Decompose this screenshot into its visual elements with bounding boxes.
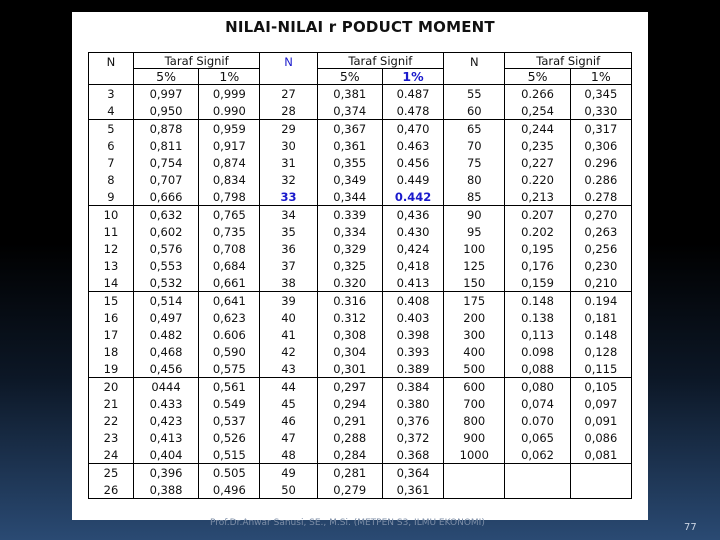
- five-percent-cell: 0,423: [133, 412, 198, 429]
- five-percent-cell: 0,301: [317, 360, 382, 378]
- taraf-signif-header: Taraf Signif: [317, 53, 444, 69]
- footer-credit: Prof.Dr.Anwar Sanusi, SE., M.Si. (METPEN S3, ILMU EKONOMI): [210, 518, 485, 528]
- one-percent-cell: 0,735: [199, 223, 260, 240]
- one-percent-cell: 0,361: [382, 481, 443, 499]
- n-cell: 31: [260, 154, 317, 171]
- page-number: 77: [684, 522, 697, 533]
- five-percent-cell: 0,396: [133, 464, 198, 482]
- one-percent-cell: 0,590: [199, 343, 260, 360]
- n-cell: 48: [260, 446, 317, 464]
- five-percent-cell: 0.320: [317, 274, 382, 292]
- five-percent-cell: 0,632: [133, 206, 198, 224]
- one-percent-cell: 0,834: [199, 171, 260, 188]
- five-percent-cell: 0,281: [317, 464, 382, 482]
- five-percent-cell: 0.339: [317, 206, 382, 224]
- five-percent-cell: 0,374: [317, 102, 382, 120]
- n-cell: 500: [444, 360, 505, 378]
- one-percent-cell: 0,708: [199, 240, 260, 257]
- one-percent-cell: 0,270: [570, 206, 631, 224]
- one-percent-cell: 0.430: [382, 223, 443, 240]
- n-cell: 15: [89, 292, 134, 310]
- n-cell: 37: [260, 257, 317, 274]
- table-title: NILAI-NILAI r PODUCT MOMENT: [225, 18, 495, 36]
- one-percent-cell: 0,917: [199, 137, 260, 154]
- five-percent-cell: 0,602: [133, 223, 198, 240]
- five-percent-cell: 0,707: [133, 171, 198, 188]
- one-percent-cell: 0.393: [382, 343, 443, 360]
- five-percent-cell: 0.138: [505, 309, 570, 326]
- n-cell: 44: [260, 378, 317, 396]
- one-percent-cell: 0,798: [199, 188, 260, 206]
- one-percent-cell: 0.384: [382, 378, 443, 396]
- five-percent-cell: 0,754: [133, 154, 198, 171]
- one-percent-cell: 0,181: [570, 309, 631, 326]
- n-cell: 24: [89, 446, 134, 464]
- five-percent-cell: 0,349: [317, 171, 382, 188]
- n-cell: 175: [444, 292, 505, 310]
- n-cell: 4: [89, 102, 134, 120]
- five-percent-cell: 0,288: [317, 429, 382, 446]
- five-percent-cell: 0,361: [317, 137, 382, 154]
- n-cell: [444, 481, 505, 499]
- n-cell: 41: [260, 326, 317, 343]
- five-percent-cell: 0,367: [317, 120, 382, 138]
- n-cell: 11: [89, 223, 134, 240]
- five-percent-cell: 0,388: [133, 481, 198, 499]
- one-percent-cell: 0.442: [382, 188, 443, 206]
- table-body: [89, 85, 632, 499]
- five-percent-cell: 0,514: [133, 292, 198, 310]
- n-cell: 3: [89, 85, 134, 103]
- five-percent-cell: 0,213: [505, 188, 570, 206]
- five-percent-cell: 0.482: [133, 326, 198, 343]
- n-cell: 39: [260, 292, 317, 310]
- one-percent-cell: 0,623: [199, 309, 260, 326]
- five-percent-cell: 0.316: [317, 292, 382, 310]
- table-row: [89, 343, 632, 360]
- five-percent-cell: 0.098: [505, 343, 570, 360]
- five-percent-cell: 0,195: [505, 240, 570, 257]
- five-percent-cell: 0,227: [505, 154, 570, 171]
- r-product-moment-table: [88, 52, 632, 499]
- table-row: [89, 326, 632, 343]
- n-cell: 19: [89, 360, 134, 378]
- one-percent-cell: 0,306: [570, 137, 631, 154]
- n-cell: 23: [89, 429, 134, 446]
- one-percent-cell: 0,470: [382, 120, 443, 138]
- n-cell: 34: [260, 206, 317, 224]
- one-percent-cell: 0.286: [570, 171, 631, 188]
- one-percent-cell: 0.549: [199, 395, 260, 412]
- n-cell: 10: [89, 206, 134, 224]
- one-percent-header: 1%: [382, 69, 443, 85]
- one-percent-cell: 0,105: [570, 378, 631, 396]
- five-percent-cell: 0,456: [133, 360, 198, 378]
- n-cell: 14: [89, 274, 134, 292]
- n-cell: 7: [89, 154, 134, 171]
- one-percent-cell: 0,376: [382, 412, 443, 429]
- n-cell: 70: [444, 137, 505, 154]
- five-percent-cell: 0,279: [317, 481, 382, 499]
- five-percent-cell: 0.433: [133, 395, 198, 412]
- five-percent-cell: 0.312: [317, 309, 382, 326]
- table-row: [89, 85, 632, 103]
- five-percent-cell: 0.220: [505, 171, 570, 188]
- five-percent-cell: 0,381: [317, 85, 382, 103]
- five-percent-cell: 0,294: [317, 395, 382, 412]
- one-percent-cell: 0,128: [570, 343, 631, 360]
- five-percent-cell: 0.202: [505, 223, 570, 240]
- five-percent-header: 5%: [505, 69, 570, 85]
- five-percent-cell: 0,576: [133, 240, 198, 257]
- n-cell: 125: [444, 257, 505, 274]
- n-cell: 26: [89, 481, 134, 499]
- one-percent-cell: 0.990: [199, 102, 260, 120]
- five-percent-header: 5%: [133, 69, 198, 85]
- five-percent-cell: 0,308: [317, 326, 382, 343]
- one-percent-cell: 0,364: [382, 464, 443, 482]
- one-percent-cell: 0,263: [570, 223, 631, 240]
- n-cell: 29: [260, 120, 317, 138]
- n-cell: [444, 464, 505, 482]
- one-percent-header: 1%: [570, 69, 631, 85]
- table-row: [89, 102, 632, 120]
- five-percent-cell: 0,080: [505, 378, 570, 396]
- one-percent-cell: 0.408: [382, 292, 443, 310]
- one-percent-cell: [570, 481, 631, 499]
- five-percent-cell: 0,666: [133, 188, 198, 206]
- table-container: [88, 52, 632, 499]
- one-percent-cell: 0.148: [570, 326, 631, 343]
- n-cell: 22: [89, 412, 134, 429]
- table-row: [89, 240, 632, 257]
- table-row: [89, 309, 632, 326]
- five-percent-cell: [505, 481, 570, 499]
- one-percent-cell: 0,345: [570, 85, 631, 103]
- one-percent-cell: 0,959: [199, 120, 260, 138]
- one-percent-cell: 0.296: [570, 154, 631, 171]
- n-cell: 80: [444, 171, 505, 188]
- table-row: [89, 137, 632, 154]
- one-percent-cell: 0.278: [570, 188, 631, 206]
- five-percent-cell: 0.148: [505, 292, 570, 310]
- one-percent-cell: 0,561: [199, 378, 260, 396]
- one-percent-cell: 0,515: [199, 446, 260, 464]
- five-percent-cell: 0,062: [505, 446, 570, 464]
- taraf-signif-header: Taraf Signif: [133, 53, 260, 69]
- n-cell: 90: [444, 206, 505, 224]
- five-percent-header: 5%: [317, 69, 382, 85]
- n-cell: 33: [260, 188, 317, 206]
- one-percent-cell: 0,115: [570, 360, 631, 378]
- n-cell: 16: [89, 309, 134, 326]
- five-percent-cell: 0,254: [505, 102, 570, 120]
- five-percent-cell: 0,553: [133, 257, 198, 274]
- n-cell: 25: [89, 464, 134, 482]
- table-row: [89, 188, 632, 206]
- table-row: [89, 412, 632, 429]
- table-row: [89, 120, 632, 138]
- n-cell: 400: [444, 343, 505, 360]
- one-percent-cell: 0,575: [199, 360, 260, 378]
- five-percent-cell: 0,413: [133, 429, 198, 446]
- five-percent-cell: 0,176: [505, 257, 570, 274]
- five-percent-cell: 0,811: [133, 137, 198, 154]
- n-cell: 49: [260, 464, 317, 482]
- n-cell: 13: [89, 257, 134, 274]
- five-percent-cell: 0,532: [133, 274, 198, 292]
- five-percent-cell: 0.266: [505, 85, 570, 103]
- n-cell: 60: [444, 102, 505, 120]
- n-cell: 18: [89, 343, 134, 360]
- five-percent-cell: 0,325: [317, 257, 382, 274]
- one-percent-cell: 0.456: [382, 154, 443, 171]
- one-percent-cell: 0,081: [570, 446, 631, 464]
- one-percent-cell: 0,765: [199, 206, 260, 224]
- n-cell: 47: [260, 429, 317, 446]
- n-cell: 55: [444, 85, 505, 103]
- n-cell: 45: [260, 395, 317, 412]
- slide-panel: [72, 12, 648, 520]
- five-percent-cell: 0,244: [505, 120, 570, 138]
- five-percent-cell: 0,355: [317, 154, 382, 171]
- n-cell: 150: [444, 274, 505, 292]
- one-percent-cell: 0.194: [570, 292, 631, 310]
- n-cell: 21: [89, 395, 134, 412]
- five-percent-cell: 0,497: [133, 309, 198, 326]
- one-percent-cell: 0.380: [382, 395, 443, 412]
- one-percent-cell: [570, 464, 631, 482]
- n-cell: 800: [444, 412, 505, 429]
- table-row: [89, 171, 632, 188]
- n-cell: 1000: [444, 446, 505, 464]
- n-cell: 46: [260, 412, 317, 429]
- one-percent-cell: 0,661: [199, 274, 260, 292]
- five-percent-cell: 0,297: [317, 378, 382, 396]
- five-percent-cell: 0,997: [133, 85, 198, 103]
- n-cell: 20: [89, 378, 134, 396]
- one-percent-cell: 0.413: [382, 274, 443, 292]
- one-percent-cell: 0,091: [570, 412, 631, 429]
- table-row: [89, 446, 632, 464]
- one-percent-cell: 0.505: [199, 464, 260, 482]
- n-cell: 75: [444, 154, 505, 171]
- table-row: [89, 292, 632, 310]
- one-percent-cell: 0,418: [382, 257, 443, 274]
- n-header: N: [444, 53, 505, 85]
- one-percent-cell: 0,496: [199, 481, 260, 499]
- n-cell: 50: [260, 481, 317, 499]
- five-percent-cell: [505, 464, 570, 482]
- n-cell: 900: [444, 429, 505, 446]
- n-cell: 8: [89, 171, 134, 188]
- one-percent-cell: 0,526: [199, 429, 260, 446]
- one-percent-cell: 0.398: [382, 326, 443, 343]
- one-percent-cell: 0,436: [382, 206, 443, 224]
- n-cell: 36: [260, 240, 317, 257]
- n-cell: 30: [260, 137, 317, 154]
- five-percent-cell: 0,344: [317, 188, 382, 206]
- one-percent-cell: 0,372: [382, 429, 443, 446]
- one-percent-cell: 0.606: [199, 326, 260, 343]
- five-percent-cell: 0,329: [317, 240, 382, 257]
- table-row: [89, 481, 632, 499]
- taraf-signif-header: Taraf Signif: [505, 53, 632, 69]
- n-cell: 9: [89, 188, 134, 206]
- five-percent-cell: 0.207: [505, 206, 570, 224]
- n-cell: 35: [260, 223, 317, 240]
- one-percent-cell: 0,086: [570, 429, 631, 446]
- table-row: [89, 154, 632, 171]
- one-percent-cell: 0,317: [570, 120, 631, 138]
- one-percent-cell: 0,684: [199, 257, 260, 274]
- one-percent-cell: 0.487: [382, 85, 443, 103]
- five-percent-cell: 0,065: [505, 429, 570, 446]
- one-percent-cell: 0.449: [382, 171, 443, 188]
- one-percent-cell: 0,999: [199, 85, 260, 103]
- table-row: [89, 206, 632, 224]
- five-percent-cell: 0,235: [505, 137, 570, 154]
- n-cell: 6: [89, 137, 134, 154]
- one-percent-cell: 0,097: [570, 395, 631, 412]
- five-percent-cell: 0,878: [133, 120, 198, 138]
- n-cell: 85: [444, 188, 505, 206]
- one-percent-cell: 0,641: [199, 292, 260, 310]
- n-cell: 43: [260, 360, 317, 378]
- one-percent-cell: 0,874: [199, 154, 260, 171]
- n-cell: 17: [89, 326, 134, 343]
- n-cell: 200: [444, 309, 505, 326]
- five-percent-cell: 0,088: [505, 360, 570, 378]
- n-cell: 12: [89, 240, 134, 257]
- n-cell: 42: [260, 343, 317, 360]
- n-cell: 27: [260, 85, 317, 103]
- one-percent-cell: 0,256: [570, 240, 631, 257]
- table-row: [89, 257, 632, 274]
- n-cell: 40: [260, 309, 317, 326]
- five-percent-cell: 0,334: [317, 223, 382, 240]
- header-row-1: [89, 53, 632, 69]
- one-percent-cell: 0.463: [382, 137, 443, 154]
- five-percent-cell: 0,468: [133, 343, 198, 360]
- one-percent-cell: 0,424: [382, 240, 443, 257]
- one-percent-cell: 0,210: [570, 274, 631, 292]
- one-percent-cell: 0,230: [570, 257, 631, 274]
- five-percent-cell: 0,404: [133, 446, 198, 464]
- one-percent-cell: 0.389: [382, 360, 443, 378]
- n-header: N: [260, 53, 317, 85]
- table-row: [89, 429, 632, 446]
- n-cell: 600: [444, 378, 505, 396]
- one-percent-cell: 0.478: [382, 102, 443, 120]
- n-cell: 65: [444, 120, 505, 138]
- n-cell: 300: [444, 326, 505, 343]
- n-cell: 32: [260, 171, 317, 188]
- five-percent-cell: 0,159: [505, 274, 570, 292]
- five-percent-cell: 0,950: [133, 102, 198, 120]
- one-percent-cell: 0.403: [382, 309, 443, 326]
- five-percent-cell: 0,074: [505, 395, 570, 412]
- header-row-2: [89, 69, 632, 85]
- table-row: [89, 360, 632, 378]
- five-percent-cell: 0,113: [505, 326, 570, 343]
- table-row: [89, 378, 632, 396]
- table-row: [89, 395, 632, 412]
- five-percent-cell: 0,304: [317, 343, 382, 360]
- n-cell: 38: [260, 274, 317, 292]
- five-percent-cell: 0,291: [317, 412, 382, 429]
- one-percent-cell: 0,537: [199, 412, 260, 429]
- five-percent-cell: 0,284: [317, 446, 382, 464]
- five-percent-cell: 0444: [133, 378, 198, 396]
- table-row: [89, 223, 632, 240]
- five-percent-cell: 0.070: [505, 412, 570, 429]
- table-row: [89, 274, 632, 292]
- one-percent-cell: 0,330: [570, 102, 631, 120]
- n-cell: 95: [444, 223, 505, 240]
- n-cell: 700: [444, 395, 505, 412]
- n-cell: 28: [260, 102, 317, 120]
- one-percent-cell: 0.368: [382, 446, 443, 464]
- one-percent-header: 1%: [199, 69, 260, 85]
- table-row: [89, 464, 632, 482]
- n-header: N: [89, 53, 134, 85]
- n-cell: 5: [89, 120, 134, 138]
- n-cell: 100: [444, 240, 505, 257]
